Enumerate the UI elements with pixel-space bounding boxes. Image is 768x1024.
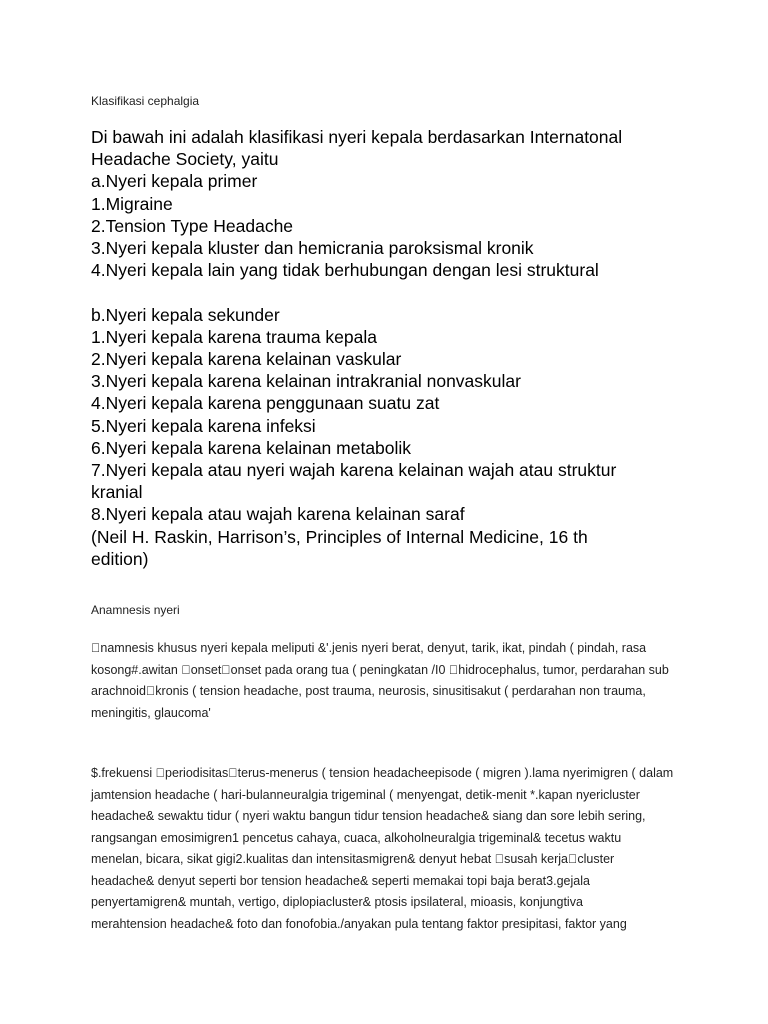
citation-line: (Neil H. Raskin, Harrison’s, Principles of Internal Medicine, 16 th bbox=[91, 526, 588, 547]
paragraph-line: headache& sewaktu tidur ( nyeri waktu bangun tidur tension headache& siang dan sore lebih sering, bbox=[91, 809, 646, 823]
citation-line: edition) bbox=[91, 548, 149, 569]
secondary-item: kranial bbox=[91, 482, 143, 503]
section-heading-klasifikasi: Klasifikasi cephalgia bbox=[91, 94, 200, 108]
secondary-item: 1.Nyeri kepala karena trauma kepala bbox=[91, 326, 377, 347]
secondary-label: b.Nyeri kepala sekunder bbox=[91, 304, 280, 325]
intro-line: Headache Society, yaitu bbox=[91, 149, 279, 170]
intro-line: Di bawah ini adalah klasifikasi nyeri kepala berdasarkan Internatonal bbox=[91, 127, 623, 147]
primary-item: 1.Migraine bbox=[91, 193, 173, 214]
paragraph-line:  namnesis khusus nyeri kepala meliputi &'.jenis nyeri berat, denyut, tarik, ikat, pindah ( pindah, rasa bbox=[91, 641, 647, 655]
anamnesis-paragraph-2 bbox=[91, 763, 686, 935]
primary-item: 3.Nyeri kepala kluster dan hemicrania paroksismal kronik bbox=[91, 238, 534, 259]
primary-label: a.Nyeri kepala primer bbox=[91, 171, 258, 192]
classification-block bbox=[91, 126, 711, 570]
secondary-item: 5.Nyeri kepala karena infeksi bbox=[91, 415, 316, 436]
paragraph-line: rangsangan emosimigren1 pencetus cahaya, cuaca, alkoholneuralgia trigeminal& tecetus waktu bbox=[91, 830, 622, 845]
paragraph-line: meningitis, glaucoma' bbox=[91, 705, 211, 720]
secondary-item: 4.Nyeri kepala karena penggunaan suatu zat bbox=[91, 393, 440, 414]
paragraph-line: kosong#.awitan  onset onset pada orang tua ( peningkatan /I0  hidrocephalus, tumor, perdarahan sub bbox=[91, 662, 669, 677]
primary-item: 4.Nyeri kepala lain yang tidak berhubungan dengan lesi struktural bbox=[91, 260, 599, 281]
paragraph-line: penyertamigren& muntah, vertigo, diplopiacluster& ptosis ipsilateral, mioasis, konjungtiva bbox=[91, 895, 583, 909]
section-heading-anamnesis: Anamnesis nyeri bbox=[91, 603, 180, 617]
secondary-item: 7.Nyeri kepala atau nyeri wajah karena kelainan wajah atau struktur bbox=[91, 460, 617, 481]
primary-item: 2.Tension Type Headache bbox=[91, 215, 294, 236]
paragraph-line: jamtension headache ( hari-bulanneuralgia trigeminal ( menyengat, detik-menit *.kapan nyericluster bbox=[91, 787, 640, 802]
paragraph-line: arachnoid kronis ( tension headache, post trauma, neurosis, sinusitisakut ( perdarahan non trauma, bbox=[91, 684, 646, 698]
paragraph-line: merahtension headache& foto dan fonofobia./anyakan pula tentang faktor presipitasi, faktor yang bbox=[91, 916, 627, 931]
blank-line bbox=[91, 281, 711, 303]
secondary-item: 3.Nyeri kepala karena kelainan intrakranial nonvaskular bbox=[91, 371, 521, 392]
secondary-item: 2.Nyeri kepala karena kelainan vaskular bbox=[91, 349, 402, 370]
anamnesis-paragraph-1 bbox=[91, 638, 686, 724]
secondary-item: 8.Nyeri kepala atau wajah karena kelainan saraf bbox=[91, 504, 465, 525]
paragraph-line: headache& denyut seperti bor tension headache& seperti memakai topi baja berat3.gejala bbox=[91, 873, 590, 888]
paragraph-line: menelan, bicara, sikat gigi2.kualitas dan intensitasmigren& denyut hebat  susah kerja cluster bbox=[91, 852, 615, 866]
secondary-item: 6.Nyeri kepala karena kelainan metabolik bbox=[91, 437, 412, 458]
paragraph-line: $.frekuensi  periodisitas terus-menerus ( tension headacheepisode ( migren ).lama nyerimigren ( dalam bbox=[91, 766, 674, 780]
